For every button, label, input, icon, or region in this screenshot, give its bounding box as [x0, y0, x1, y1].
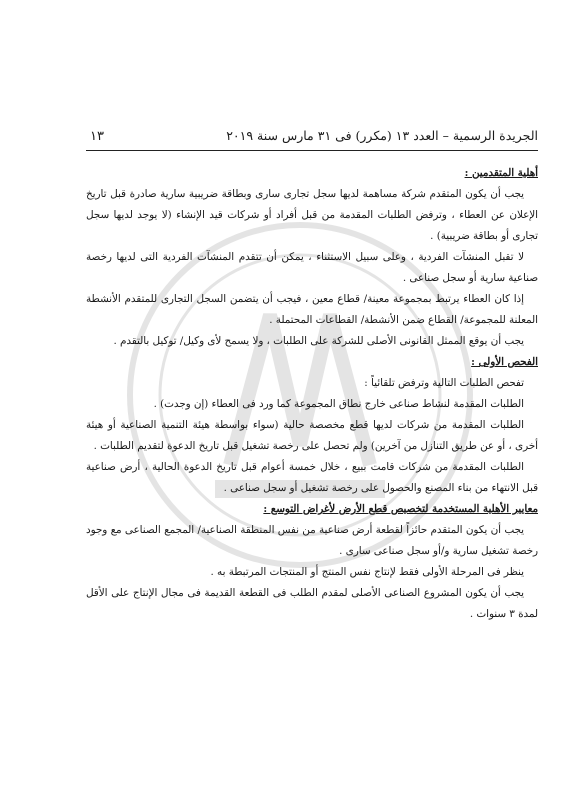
- gazette-title: الجريدة الرسمية – العدد ١٣ (مكرر) فى ٣١ مارس سنة ٢٠١٩: [226, 128, 538, 143]
- paragraph: يجب أن يكون المتقدم شركة مساهمة لديها سجل تجارى سارى وبطاقة ضريبية سارية صادرة قبل تاريخ الإعلان عن العطاء ، وترفض الطلبات المقدمة من قبل أفراد أو شركات قيد الإنشاء (لا يوجد لديها سجل تجارى أو بطاقة ضريبية) .: [86, 188, 538, 242]
- paragraph: الطلبات المقدمة من شركات قامت ببيع ، خلال خمسة أعوام قبل تاريخ الدعوة الحالية ، أرض صناعية قبل الانتهاء من بناء المصنع والحصول على رخصة تشغيل أو سجل صناعى .: [86, 461, 538, 494]
- page-number: ١٣: [90, 129, 104, 144]
- page-header: [86, 128, 538, 150]
- paragraph: يجب أن يكون المتقدم حائزاً لقطعة أرض صناعية من نفس المنطقة الصناعية/ المجمع الصناعى مع وجود رخصة تشغيل سارية و/أو سجل صناعى سارى .: [86, 524, 538, 557]
- header-rule: [86, 150, 538, 151]
- section-heading-initial-screening: الفحص الأولى :: [471, 356, 538, 368]
- paragraph: الطلبات المقدمة من شركات لديها قطع مخصصة حالية (سواء بواسطة هيئة التنمية الصناعية أو هيئة أخرى ، أو عن طريق التنازل من آخرين) ولم تحصل على رخصة تشغيل قبل تاريخ الدعوة لتقديم الطلبات .: [86, 419, 538, 452]
- paragraph: لا تقبل المنشآت الفردية ، وعلى سبيل الاستثناء ، يمكن أن تتقدم المنشآت الفردية التى لديها رخصة صناعية سارية أو سجل صناعى .: [86, 251, 538, 284]
- paragraph: الطلبات المقدمة لنشاط صناعى خارج نطاق المجموعة كما ورد فى العطاء (إن وجدت) .: [153, 398, 524, 410]
- section-heading-eligibility: أهلية المتقدمين :: [464, 167, 538, 179]
- paragraph: ينظر فى المرحلة الأولى فقط لإنتاج نفس المنتج أو المنتجات المرتبطة به .: [210, 566, 524, 578]
- paragraph: إذا كان العطاء يرتبط بمجموعة معينة/ قطاع معين ، فيجب أن يتضمن السجل التجارى للمتقدم الأنشطة المعلنة للمجموعة/ القطاع ضمن الأنشطة/ القطاعات المحتملة .: [86, 293, 538, 326]
- paragraph: يجب أن يوقع الممثل القانونى الأصلى للشركة على الطلبات ، ولا يسمح لأى وكيل/ توكيل بالتقدم .: [113, 335, 524, 347]
- paragraph: يجب أن يكون المشروع الصناعى الأصلى لمقدم الطلب فى القطعة القديمة فى مجال الإنتاج على الأقل لمدة ٣ سنوات .: [86, 587, 538, 620]
- section-heading-expansion-criteria: معايير الأهلية المستخدمة لتخصيص قطع الأرض لأغراض التوسع :: [263, 503, 538, 515]
- document-body: [86, 163, 538, 625]
- document-page: [86, 128, 538, 625]
- paragraph: تفحص الطلبات التالية وترفض تلقائياً :: [364, 377, 524, 389]
